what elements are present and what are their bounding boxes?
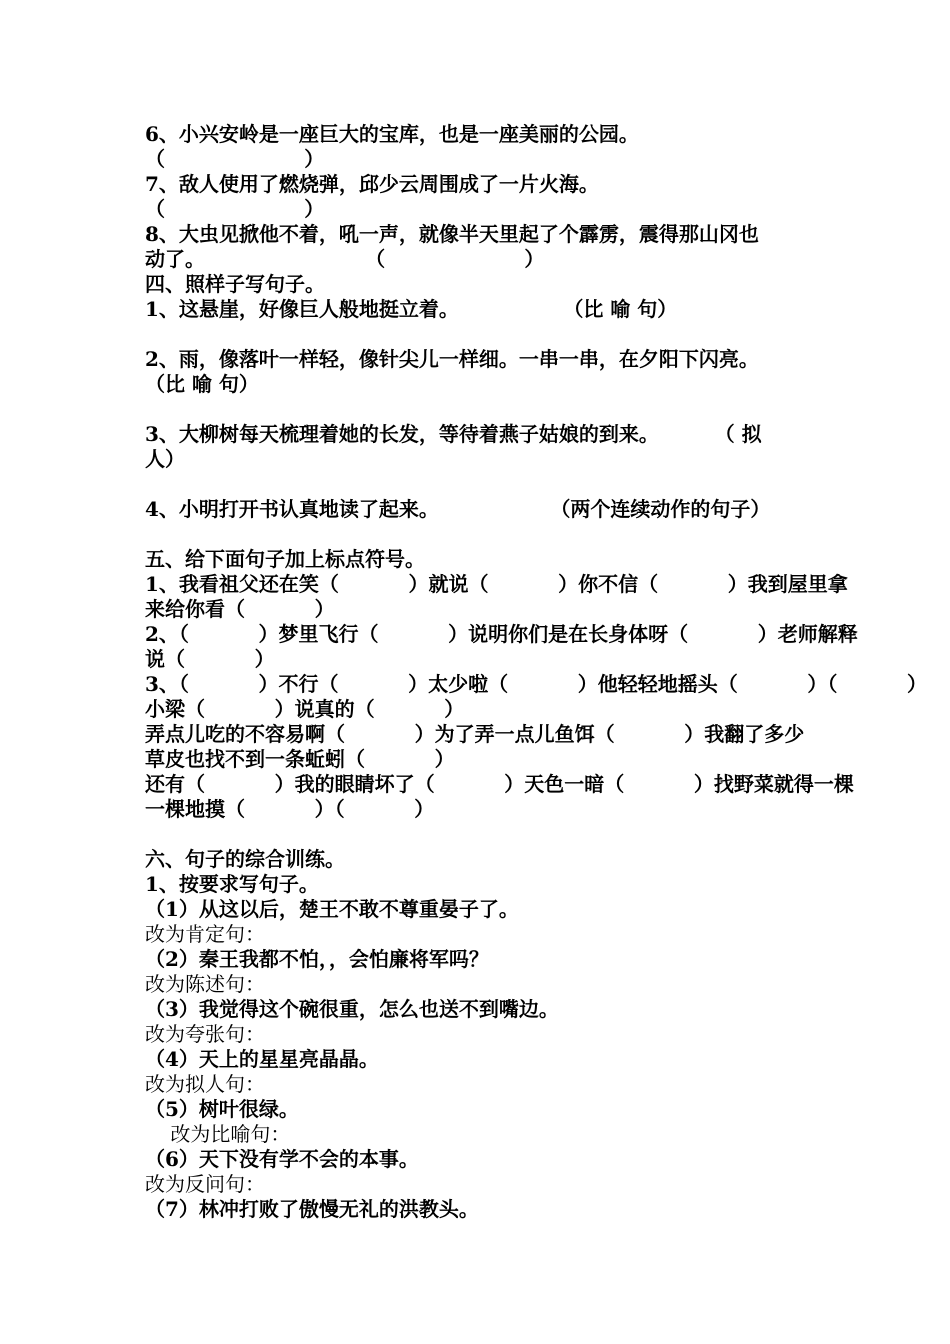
s5-q1-line1: 1、我看祖父还在笑（ ）就说（ ）你不信（ ）我到屋里拿 [145,572,848,596]
s6-item-2-instruction: 改为陈述句： [145,972,265,996]
s5-q3-line2: 小梁（ ）说真的（ ） [145,697,465,721]
s5-q3-line1: 3、（ ）不行（ ）太少啦（ ）他轻轻地摇头（ ）（ ） [145,672,928,696]
blank-line [145,472,810,497]
s6-q1-heading: 1、按要求写句子。 [145,872,319,896]
q8-sentence-line2: 动了。 （ ） [145,247,545,271]
s5-q3-line5: 还有（ ）我的眼睛坏了（ ）天色一暗（ ）找野菜就得一棵 [145,772,854,796]
blank-line [145,822,810,847]
q7-answer-blank: （ ） [145,197,325,221]
s5-q3-line4: 草皮也找不到一条蚯蚓（ ） [145,747,455,771]
s5-q3-line6: 一棵地摸（ ）（ ） [145,797,435,821]
section-4-heading: 四、照样子写句子。 [145,272,325,296]
s5-q3-line3: 弄点儿吃的不容易啊（ ）为了弄一点儿鱼饵（ ）我翻了多少 [145,722,805,746]
s6-item-4-instruction: 改为拟人句： [145,1072,265,1096]
s6-item-1-instruction: 改为肯定句： [145,922,265,946]
q7-sentence: 7、敌人使用了燃烧弹，邱少云周围成了一片火海。 [145,172,599,196]
s4-q2-line1: 2、雨，像落叶一样轻，像针尖儿一样细。一串一串，在夕阳下闪亮。 [145,347,759,371]
q8-sentence-line1: 8、大虫见掀他不着，吼一声，就像半天里起了个霹雳，震得那山冈也 [145,222,759,246]
s5-q2-line2: 说（ ） [145,647,275,671]
s4-q3-line2: 人） [145,447,185,471]
s4-q3-line1: 3、大柳树每天梳理着她的长发，等待着燕子姑娘的到来。 （ 拟 [145,422,762,446]
s6-item-5-instruction: 改为比喻句： [145,1122,291,1146]
section-5-heading: 五、给下面句子加上标点符号。 [145,547,425,571]
s6-item-7: （7）林冲打败了傲慢无礼的洪教头。 [145,1197,479,1221]
s6-item-3: （3）我觉得这个碗很重，怎么也送不到嘴边。 [145,997,559,1021]
s6-item-1: （1）从这以后，楚王不敢不尊重晏子了。 [145,897,519,921]
q6-answer-blank: （ ） [145,147,325,171]
s6-item-6: （6）天下没有学不会的本事。 [145,1147,419,1171]
s4-q1: 1、这悬崖，好像巨人般地挺立着。 （比 喻 句） [145,297,678,321]
blank-line [145,322,810,347]
s6-item-5: （5）树叶很绿。 [145,1097,299,1121]
s4-q4: 4、小明打开书认真地读了起来。 （两个连续动作的句子） [145,497,771,521]
blank-line [145,522,810,547]
s6-item-2: （2）秦王我都不怕，，会怕廉将军吗？ [145,947,489,971]
worksheet-content [145,122,928,1222]
s6-item-6-instruction: 改为反问句： [145,1172,265,1196]
s6-item-4: （4）天上的星星亮晶晶。 [145,1047,379,1071]
s4-q2-line2: （比 喻 句） [145,372,259,396]
s5-q2-line1: 2、（ ）梦里飞行（ ）说明你们是在长身体呀（ ）老师解释 [145,622,858,646]
q6-sentence: 6、小兴安岭是一座巨大的宝库，也是一座美丽的公园。 [145,122,639,146]
s5-q1-line2: 来给你看（ ） [145,597,335,621]
blank-line [145,397,810,422]
section-6-heading: 六、句子的综合训练。 [145,847,345,871]
s6-item-3-instruction: 改为夸张句： [145,1022,265,1046]
